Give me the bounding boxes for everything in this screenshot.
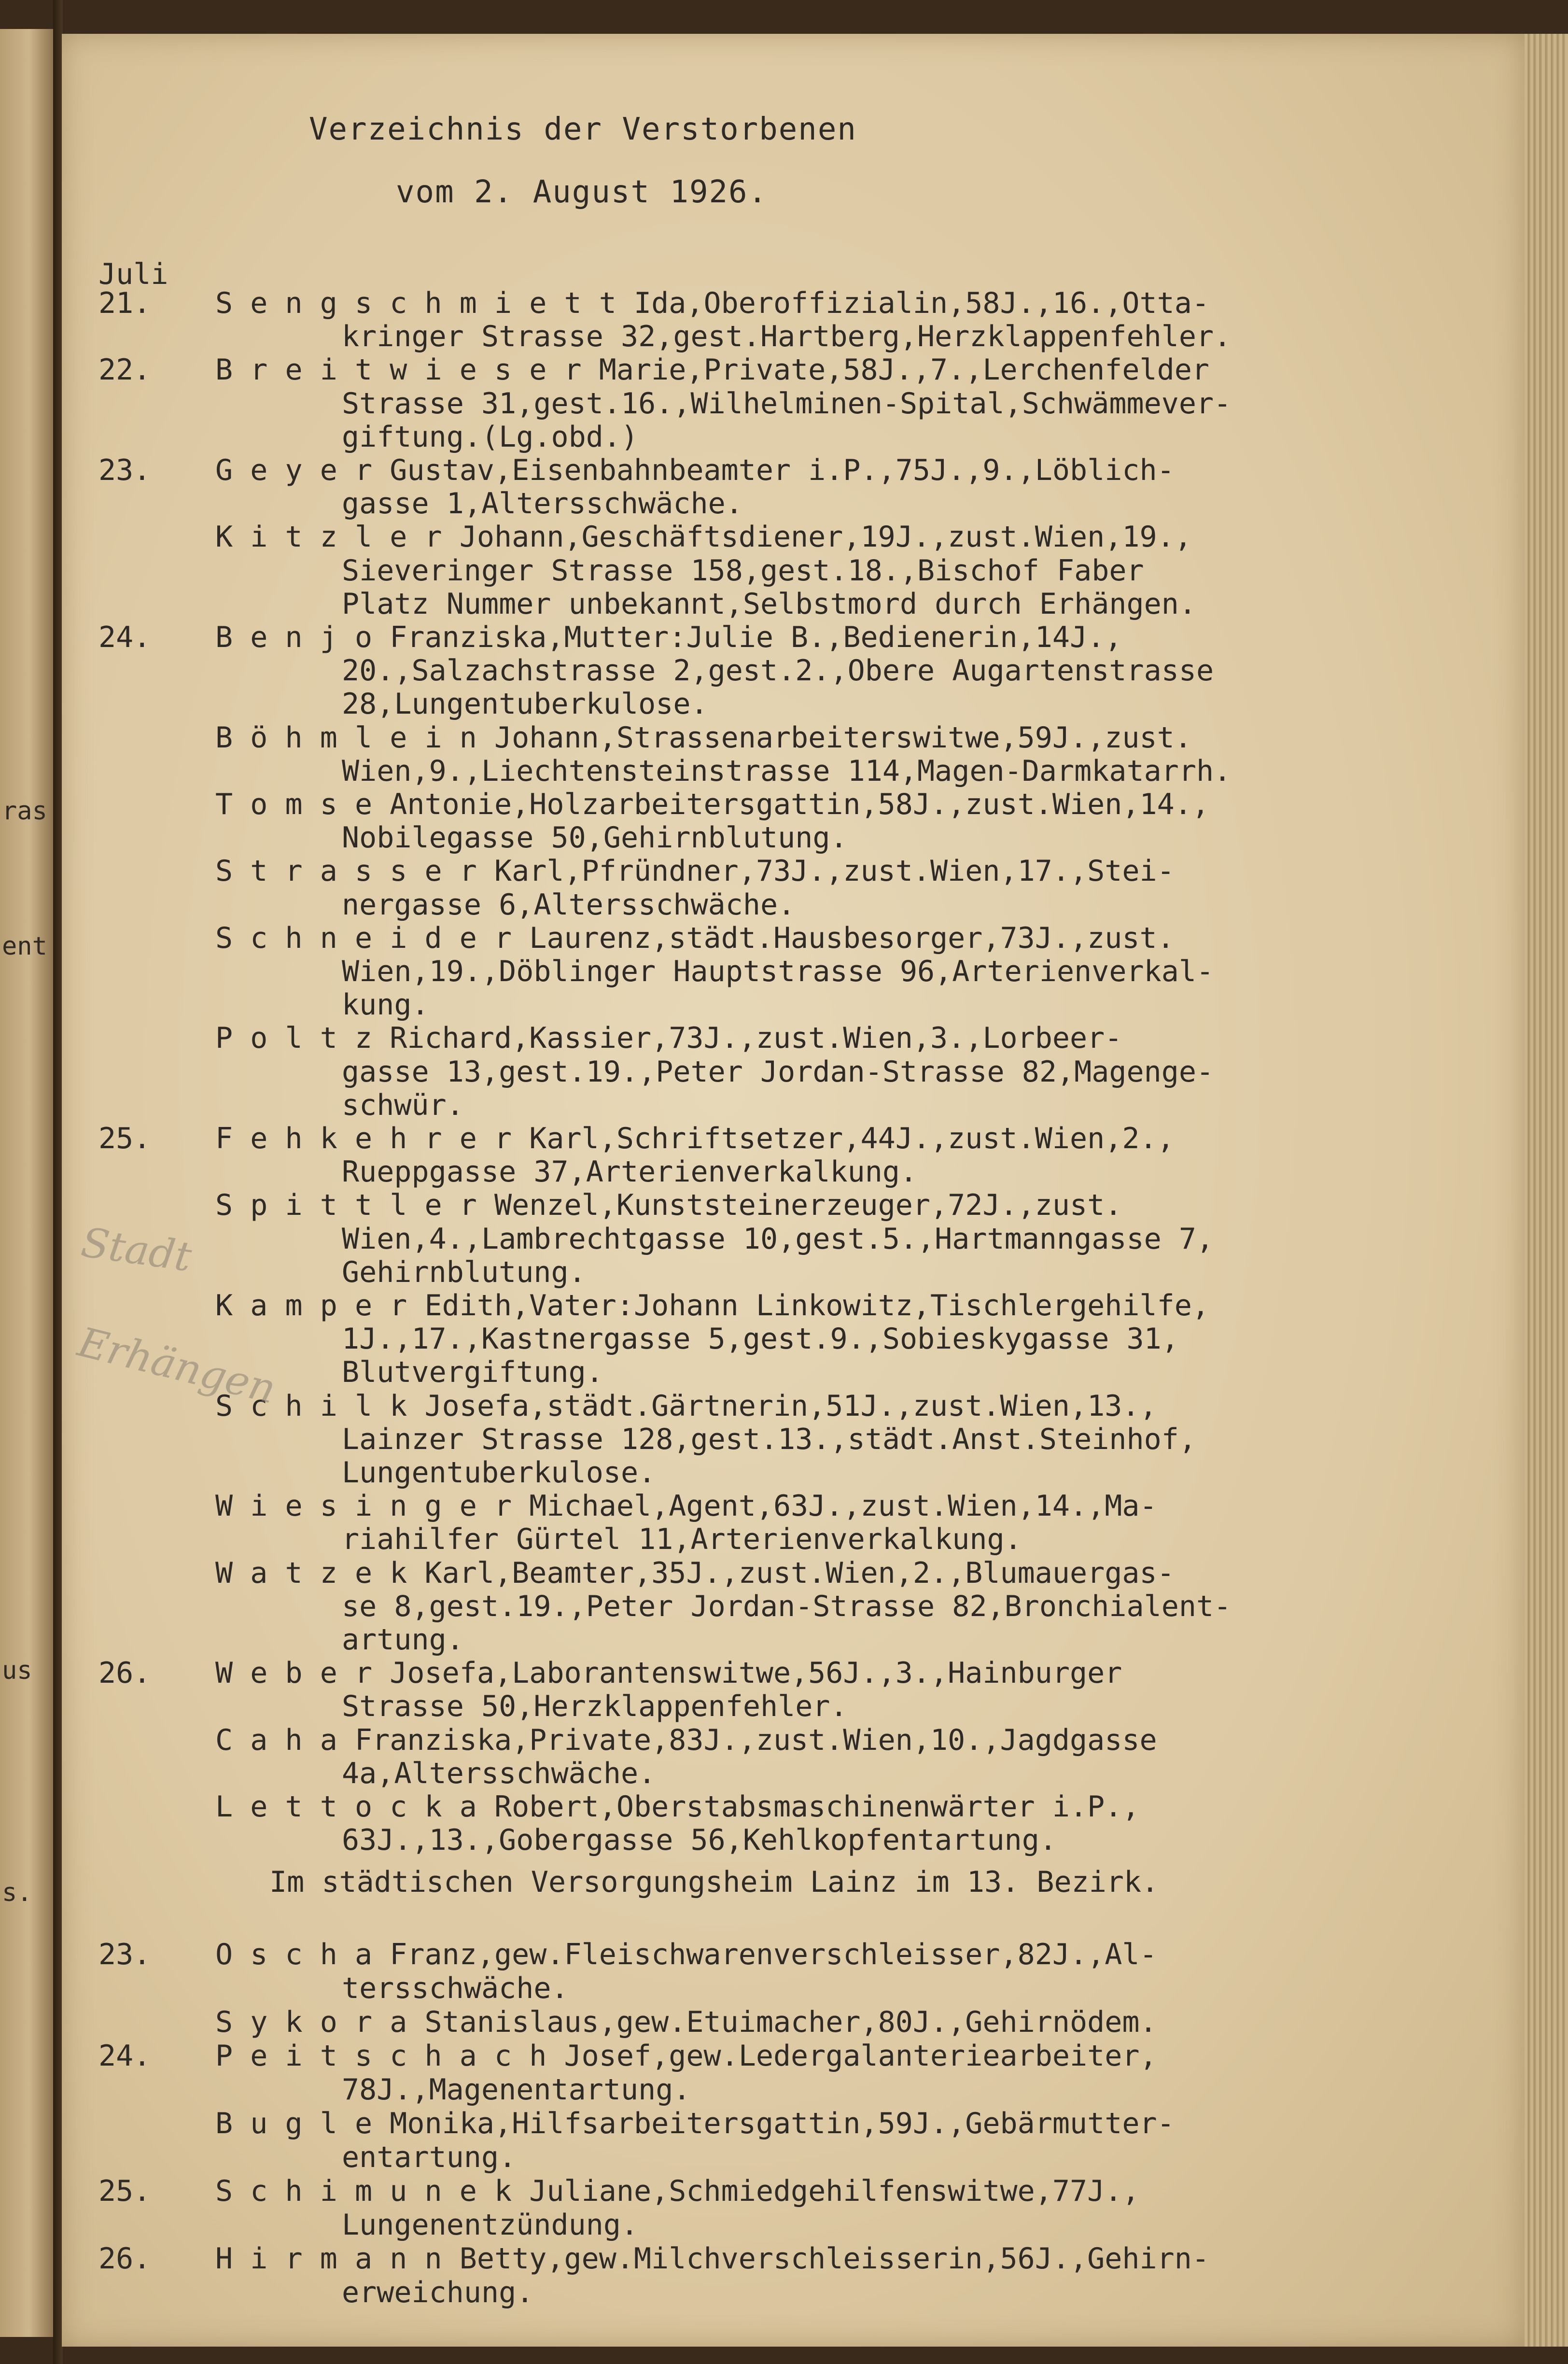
entry-continuation-line: 1J.,17.,Kastnergasse 5,gest.9.,Sobieskygasse 31, [342, 1322, 1179, 1356]
left-page-edge [0, 29, 53, 2337]
entry-line: L e t t o c k a Robert,Oberstabsmaschinenwärter i.P., [215, 1790, 1140, 1824]
entry-line: G e y e r Gustav,Eisenbahnbeamter i.P.,75J.,9.,Löblich- [215, 453, 1175, 487]
entry-continuation-line: Strasse 50,Herzklappenfehler. [342, 1689, 848, 1724]
entry-continuation-line: Strasse 31,gest.16.,Wilhelminen-Spital,Schwämmever- [342, 386, 1232, 421]
entry-date: 22. [98, 353, 151, 387]
entry-continuation-line: Lainzer Strasse 128,gest.13.,städt.Anst.Steinhof, [342, 1422, 1197, 1456]
entry-continuation-line: riahilfer Gürtel 11,Arterienverkalkung. [342, 1522, 1022, 1557]
book-gutter [53, 0, 63, 2364]
section-heading: Im städtischen Versorgungsheim Lainz im 13. Bezirk. [269, 1865, 1159, 1899]
page-stack-edge [1525, 34, 1568, 2347]
entry-continuation-line: Blutvergiftung. [342, 1355, 603, 1390]
entry-date: 21. [98, 286, 151, 320]
entry-continuation-line: Sieveringer Strasse 158,gest.18.,Bischof Faber [342, 553, 1144, 588]
entry-continuation-line: Wien,9.,Liechtensteinstrasse 114,Magen-Darmkatarrh. [342, 754, 1232, 788]
entry-line: W a t z e k Karl,Beamter,35J.,zust.Wien,2.,Blumauergas- [215, 1556, 1175, 1590]
entry-date: 23. [98, 1938, 151, 1971]
entry-continuation-line: artung. [342, 1623, 464, 1657]
entry-line: K a m p e r Edith,Vater:Johann Linkowitz,Tischlergehilfe, [215, 1289, 1210, 1323]
entry-date: 24. [98, 2039, 151, 2073]
entry-date: 26. [98, 1656, 151, 1690]
entry-continuation-line: Wien,4.,Lambrechtgasse 10,gest.5.,Hartmanngasse 7, [342, 1222, 1214, 1256]
entry-line: B e n j o Franziska,Mutter:Julie B.,Bedienerin,14J., [215, 620, 1122, 654]
entry-continuation-line: 20.,Salzachstrasse 2,gest.2.,Obere Augartenstrasse [342, 654, 1214, 688]
entry-continuation-line: schwür. [342, 1088, 464, 1122]
entry-continuation-line: erweichung. [342, 2276, 534, 2309]
entry-line: F e h k e h r e r Karl,Schriftsetzer,44J.,zust.Wien,2., [215, 1122, 1175, 1155]
entry-continuation-line: entartung. [342, 2140, 517, 2174]
entry-line: S c h i m u n e k Juliane,Schmiedgehilfenswitwe,77J., [215, 2174, 1140, 2208]
entry-date: 23. [98, 453, 151, 487]
entry-continuation-line: 4a,Altersschwäche. [342, 1756, 656, 1790]
entry-continuation-line: 63J.,13.,Gobergasse 56,Kehlkopfentartung. [342, 1823, 1057, 1857]
entry-line: P o l t z Richard,Kassier,73J.,zust.Wien,3.,Lorbeer- [215, 1021, 1122, 1055]
entry-continuation-line: Wien,19.,Döblinger Hauptstrasse 96,Arterienverkal- [342, 955, 1214, 988]
entry-continuation-line: kung. [342, 988, 429, 1022]
left-page-fragment: ent [2, 932, 47, 961]
entry-line: S t r a s s e r Karl,Pfründner,73J.,zust.Wien,17.,Stei- [215, 854, 1175, 888]
entry-continuation-line: se 8,gest.19.,Peter Jordan-Strasse 82,Bronchialent- [342, 1589, 1232, 1623]
entry-line: S y k o r a Stanislaus,gew.Etuimacher,80J.,Gehirnödem. [215, 2005, 1157, 2039]
entry-continuation-line: giftung.(Lg.obd.) [342, 420, 639, 454]
entry-date: 25. [98, 2174, 151, 2208]
entry-date: 24. [98, 620, 151, 654]
left-page-fragment: s. [2, 1878, 32, 1907]
entry-line: S c h n e i d e r Laurenz,städt.Hausbesorger,73J.,zust. [215, 921, 1175, 955]
entry-continuation-line: Nobilegasse 50,Gehirnblutung. [342, 821, 848, 855]
entry-line: W i e s i n g e r Michael,Agent,63J.,zust.Wien,14.,Ma- [215, 1489, 1157, 1523]
left-page-fragment: ras [2, 797, 47, 826]
entry-line: S p i t t l e r Wenzel,Kunststeinerzeuger,72J.,zust. [215, 1188, 1122, 1223]
entry-line: C a h a Franziska,Private,83J.,zust.Wien,10.,Jagdgasse [215, 1723, 1157, 1757]
entry-continuation-line: Gehirnblutung. [342, 1255, 586, 1289]
entry-continuation-line: gasse 13,gest.19.,Peter Jordan-Strasse 82,Magenge- [342, 1055, 1214, 1089]
entry-line: S c h i l k Josefa,städt.Gärtnerin,51J.,zust.Wien,13., [215, 1389, 1157, 1423]
document-subtitle: vom 2. August 1926. [396, 174, 768, 210]
entry-continuation-line: gasse 1,Altersschwäche. [342, 487, 743, 521]
month-label: Juli [98, 257, 168, 291]
entry-line: B ö h m l e i n Johann,Strassenarbeiterswitwe,59J.,zust. [215, 720, 1192, 755]
entry-continuation-line: Platz Nummer unbekannt,Selbstmord durch Erhängen. [342, 587, 1197, 621]
document-title: Verzeichnis der Verstorbenen [309, 112, 857, 147]
entry-line: W e b e r Josefa,Laborantenswitwe,56J.,3.,Hainburger [215, 1656, 1122, 1690]
entry-continuation-line: nergasse 6,Altersschwäche. [342, 887, 796, 922]
entry-continuation-line: 28,Lungentuberkulose. [342, 687, 708, 721]
entry-line: K i t z l e r Johann,Geschäftsdiener,19J.,zust.Wien,19., [215, 520, 1192, 554]
document-text [62, 34, 1525, 2309]
entry-line: B r e i t w i e s e r Marie,Private,58J.,7.,Lerchenfelder [215, 353, 1210, 387]
entry-continuation-line: kringer Strasse 32,gest.Hartberg,Herzklappenfehler. [342, 320, 1232, 354]
entry-continuation-line: Lungentuberkulose. [342, 1456, 656, 1490]
entry-line: P e i t s c h a c h Josef,gew.Ledergalanteriearbeiter, [215, 2039, 1157, 2073]
entry-line: O s c h a Franz,gew.Fleischwarenverschleisser,82J.,Al- [215, 1938, 1157, 1971]
entry-date: 26. [98, 2242, 151, 2276]
entry-line: B u g l e Monika,Hilfsarbeitersgattin,59J.,Gebärmutter- [215, 2107, 1175, 2140]
document-page [62, 34, 1525, 2347]
entry-continuation-line: tersschwäche. [342, 1971, 569, 2005]
entry-line: H i r m a n n Betty,gew.Milchverschleisserin,56J.,Gehirn- [215, 2242, 1210, 2276]
entry-continuation-line: Lungenentzündung. [342, 2208, 639, 2242]
margin-note: Erhängen [73, 1318, 280, 1413]
entry-line: T o m s e Antonie,Holzarbeitersgattin,58J.,zust.Wien,14., [215, 788, 1210, 821]
margin-note: Stadt [78, 1218, 195, 1281]
left-page-fragment: us [2, 1656, 32, 1685]
entry-continuation-line: Rueppgasse 37,Arterienverkalkung. [342, 1155, 918, 1189]
entry-date: 25. [98, 1122, 151, 1155]
entry-continuation-line: 78J.,Magenentartung. [342, 2073, 691, 2107]
entry-line: S e n g s c h m i e t t Ida,Oberoffizialin,58J.,16.,Otta- [215, 286, 1210, 320]
